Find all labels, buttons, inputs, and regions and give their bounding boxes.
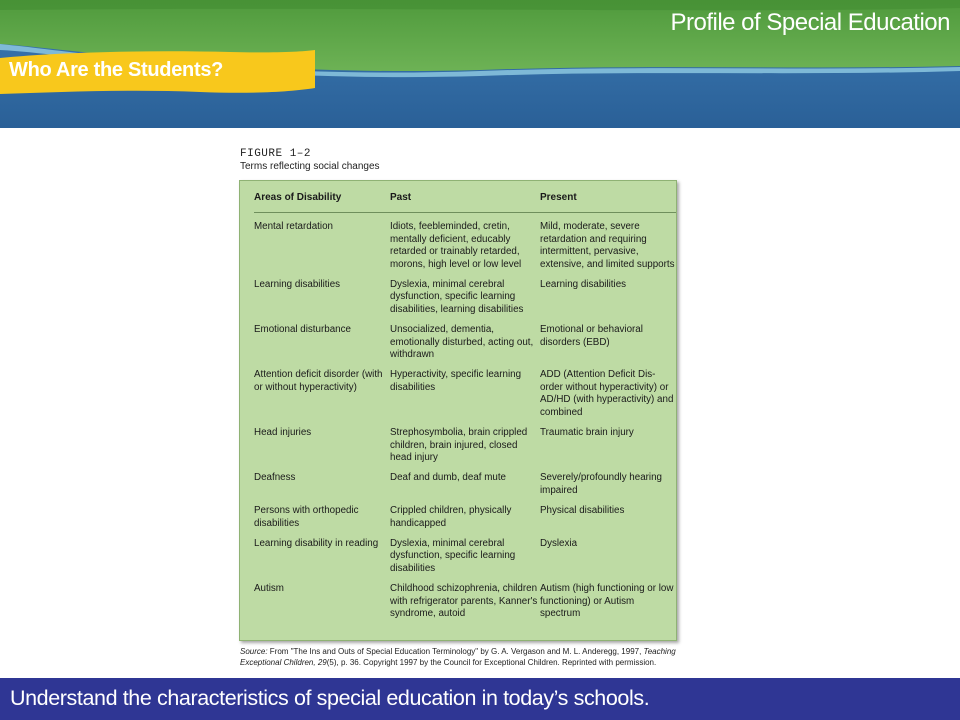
cell-past: Unsocialized, dementia, emotionally disturbed, acting out, withdrawn — [390, 324, 534, 361]
table-row — [254, 501, 676, 534]
cell-past: Crippled children, physically handicapped — [390, 505, 512, 529]
cell-area: Persons with orthopedic disabilities — [254, 505, 359, 529]
source-citation — [240, 647, 680, 668]
figure-label: FIGURE 1–2 — [240, 148, 312, 160]
cell-present: Physical disabilities — [540, 505, 625, 517]
cell-area: Autism — [254, 583, 284, 595]
cell-present: Autism (high functioning or low functioning) or Autism spectrum — [540, 583, 674, 619]
source-text-2: (5), p. 36. Copyright 1997 by the Council for Exceptional Children. Reprinted with permission. — [326, 657, 657, 667]
cell-past: Strephosymbolia, brain crippled children, brain injured, closed head injury — [390, 427, 528, 463]
cell-present: Traumatic brain injury — [540, 427, 634, 439]
table-row — [254, 468, 676, 501]
disability-terms-table — [254, 181, 676, 624]
figure-caption: Terms reflecting social changes — [240, 161, 380, 172]
cell-past: Deaf and dumb, deaf mute — [390, 472, 507, 484]
column-header-present: Present — [540, 192, 577, 203]
cell-area: Head injuries — [254, 427, 312, 439]
cell-present: Dyslexia — [540, 537, 578, 549]
footer-objective: Understand the characteristics of special education in today’s schools. — [10, 686, 650, 710]
cell-area: Emotional disturbance — [254, 324, 351, 336]
table-row — [254, 534, 676, 579]
cell-area: Learning disabilities — [254, 279, 341, 291]
cell-area: Deafness — [254, 472, 296, 484]
source-prefix: Source: — [240, 647, 268, 656]
cell-area: Learning disability in reading — [254, 537, 379, 549]
cell-present: Learning disabilities — [540, 279, 627, 291]
cell-past: Dyslexia, minimal cerebral dysfunction, specific learning disabilities, learning disabilities — [390, 279, 524, 315]
table-row — [254, 423, 676, 468]
slide-title: Profile of Special Education — [670, 9, 950, 36]
cell-past: Dyslexia, minimal cerebral dysfunction, specific learning disabilities — [390, 537, 516, 574]
cell-past: Hyperactivity, specific learning disabilities — [390, 369, 522, 393]
cell-present: Emotional or behavioral disorders (EBD) — [540, 324, 643, 348]
disability-terms-table-panel — [239, 180, 677, 641]
table-header-row — [254, 181, 676, 213]
table-row — [254, 320, 676, 365]
table-row — [254, 275, 676, 320]
footer-bar — [0, 678, 960, 720]
cell-area: Mental retardation — [254, 221, 333, 233]
header-banner — [0, 0, 960, 128]
slide-subtitle: Who Are the Students? — [9, 59, 224, 81]
table-row — [254, 579, 676, 624]
table-row — [254, 365, 676, 423]
column-header-past: Past — [390, 192, 412, 203]
source-text-1: From "The Ins and Outs of Special Education Terminology" by G. A. Vergason and M. L. Anderegg, 1997, — [267, 647, 644, 656]
cell-past: Idiots, feebleminded, cretin, mentally deficient, educably retarded or trainably retarded, morons, high level or low level — [390, 221, 522, 270]
cell-past: Childhood schizophrenia, children with refrigerator parents, Kanner's syndrome, autoid — [390, 583, 538, 619]
cell-present: Mild, moderate, severe retardation and requiring intermittent, pervasive, extensive, and limited supports — [540, 221, 675, 270]
column-header-area: Areas of Disability — [254, 192, 342, 203]
source-journal: Teaching Exceptional Children, 29 — [240, 647, 676, 667]
cell-area: Attention deficit disorder (with or without hyperactivity) — [254, 369, 383, 393]
figure-header — [240, 148, 380, 173]
cell-present: ADD (Attention Deficit Dis-order without hyperactivity) or AD/HD (with hyperactivity) and combined — [540, 369, 674, 418]
table-row — [254, 213, 676, 275]
cell-present: Severely/profoundly hearing impaired — [540, 472, 662, 496]
